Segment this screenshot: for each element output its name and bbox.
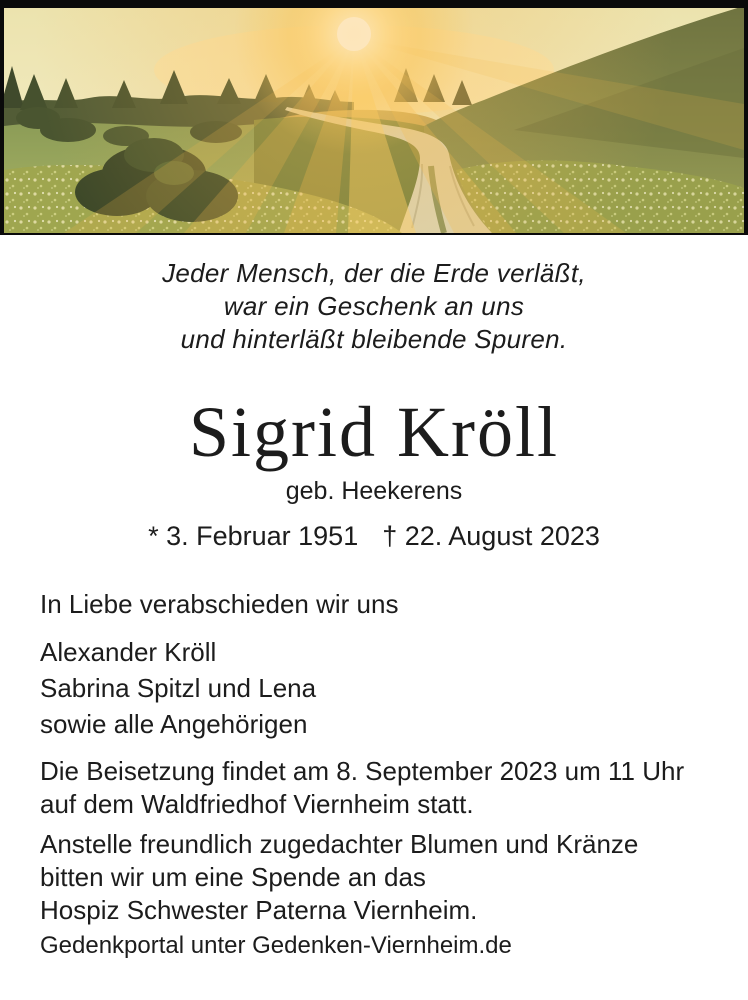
mourner: Alexander Kröll (40, 637, 217, 667)
funeral-info (40, 755, 684, 821)
donation-line: Anstelle freundlich zugedachter Blumen und Kränze (40, 829, 639, 859)
memorial-photo (0, 0, 748, 235)
funeral-line: Die Beisetzung findet am 8. September 2023 um 11 Uhr (40, 756, 685, 786)
mourner: sowie alle Angehörigen (40, 709, 308, 739)
life-dates (0, 520, 748, 552)
verse-line: war ein Geschenk an uns (223, 291, 525, 321)
birth-name: geb. Heekerens (285, 477, 463, 505)
deceased-name: Sigrid Kröll (188, 392, 559, 472)
verse-line: Jeder Mensch, der die Erde verläßt, (162, 258, 586, 288)
verse-line: und hinterläßt bleibende Spuren. (180, 324, 568, 354)
farewell-intro: In Liebe verabschieden wir uns (40, 589, 399, 619)
death-date: † 22. August 2023 (382, 521, 600, 551)
funeral-line: auf dem Waldfriedhof Viernheim statt. (40, 789, 474, 819)
sunset-landscape-illustration (4, 8, 744, 233)
mourners-list (40, 634, 316, 742)
birth-date: * 3. Februar 1951 (148, 521, 359, 551)
donation-line: bitten wir um eine Spende an das (40, 862, 426, 892)
donation-line: Hospiz Schwester Paterna Viernheim. (40, 895, 478, 925)
donation-note (40, 828, 638, 927)
memorial-portal-link: Gedenkportal unter Gedenken-Viernheim.de (40, 932, 512, 959)
memorial-verse (0, 257, 748, 356)
mourner: Sabrina Spitzl und Lena (40, 673, 317, 703)
